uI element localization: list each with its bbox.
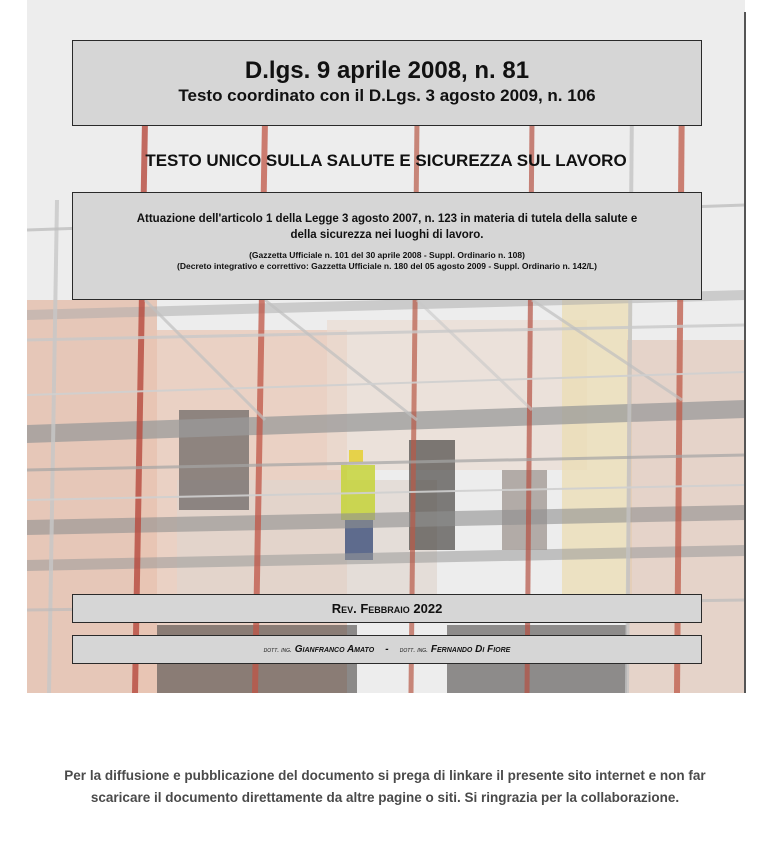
gazzetta-ref-line: (Gazzetta Ufficiale n. 101 del 30 aprile 2008 - Suppl. Ordinario n. 108): [249, 250, 525, 260]
authors-box: [72, 635, 702, 664]
revision-box: Rev. Febbraio 2022: [72, 594, 702, 623]
author1-title: dott. ing.: [263, 647, 292, 654]
document-cover: [27, 0, 745, 693]
author2-title: dott. ing.: [399, 647, 429, 654]
document-title: D.lgs. 9 aprile 2008, n. 81: [244, 57, 530, 84]
description-box: [72, 192, 702, 300]
decreto-ref-line: (Decreto integrativo e correttivo: Gazzetta Ufficiale n. 180 del 05 agosto 2009 - Suppl. Ordinario n. 142/L): [177, 261, 597, 271]
authors-separator: -: [385, 644, 389, 655]
gazzetta-reference: [73, 250, 701, 272]
footer-note: Per la diffusione e pubblicazione del documento si prega di linkare il presente sito internet e non far scaricare il documento direttamente da altre pagine o siti. Si ringrazia per la collaborazione.: [64, 768, 706, 805]
title-box: [72, 40, 702, 126]
description-text: Attuazione dell'articolo 1 della Legge 3 agosto 2007, n. 123 in materia di tutela della salute e della sicurezza nei luoghi di lavoro.: [136, 213, 638, 241]
author2-name: Fernando Di Fiore: [430, 644, 511, 655]
page-divider: [744, 12, 746, 693]
author1-name: Gianfranco Amato: [294, 644, 375, 655]
document-heading: TESTO UNICO SULLA SALUTE E SICUREZZA SUL LAVORO: [145, 151, 627, 170]
document-subtitle: Testo coordinato con il D.Lgs. 3 agosto 2009, n. 106: [178, 86, 596, 105]
